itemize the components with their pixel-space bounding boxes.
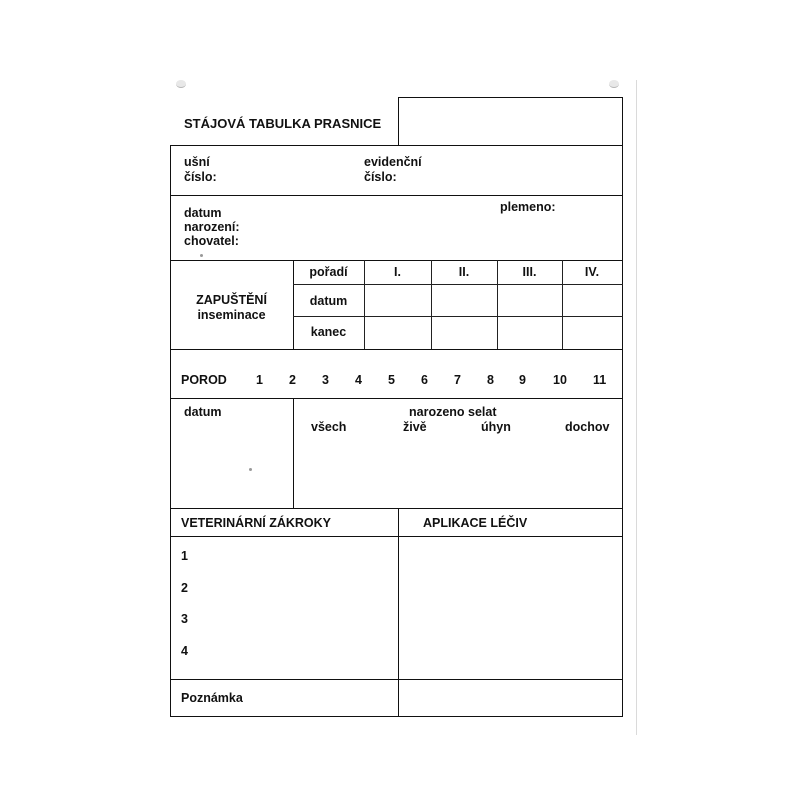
farrowing-number-9: 9: [519, 373, 526, 387]
mating-row-date: datum: [309, 294, 348, 308]
farrowing-number-3: 3: [322, 373, 329, 387]
mating-col-1: I.: [394, 265, 401, 279]
drug-application-heading: APLIKACE LÉČIV: [423, 516, 528, 530]
divider-mating: [170, 349, 623, 350]
title-step: [398, 97, 399, 145]
punch-hole-left: [176, 80, 186, 88]
piglets-deaths-label: úhyn: [481, 420, 511, 434]
note-label: Poznámka: [181, 691, 243, 705]
divider-note: [170, 679, 623, 680]
farrowing-number-6: 6: [421, 373, 428, 387]
vet-item-4: 4: [181, 644, 188, 658]
registry-number-label-line1: evidenční: [364, 155, 422, 169]
mating-row-line-1: [293, 284, 623, 285]
registry-number-label-line2: číslo:: [364, 170, 397, 184]
mating-col-3: III.: [522, 265, 537, 279]
divider-birth: [170, 260, 623, 261]
mating-col-2: II.: [458, 265, 470, 279]
farrowing-number-4: 4: [355, 373, 362, 387]
ear-number-label-line1: ušní: [184, 155, 210, 169]
frame-left: [170, 145, 171, 717]
divider-title: [170, 145, 623, 146]
vet-item-3: 3: [181, 612, 188, 626]
mating-row-line-2: [293, 316, 623, 317]
birth-date-label: datum: [184, 206, 222, 220]
divider-porod: [170, 398, 623, 399]
litter-divider: [293, 398, 294, 508]
birth-label: narození:: [184, 220, 240, 234]
farrowing-label: POROD: [181, 373, 227, 387]
farrowing-number-10: 10: [553, 373, 567, 387]
mating-col-4: IV.: [584, 265, 600, 279]
vet-item-1: 1: [181, 549, 188, 563]
mating-row-boar: kanec: [310, 325, 347, 339]
breeder-label: chovatel:: [184, 234, 239, 248]
frame-bottom: [170, 716, 623, 717]
frame-right: [622, 97, 623, 717]
punch-hole-right: [609, 80, 619, 88]
mating-row-order: pořadí: [309, 265, 348, 279]
ear-number-label-line2: číslo:: [184, 170, 217, 184]
piglets-total-label: všech: [311, 420, 347, 434]
divider-litter: [170, 508, 623, 509]
vet-drugs-divider: [398, 508, 399, 716]
farrowing-number-8: 8: [487, 373, 494, 387]
paper-speck-2: [249, 468, 252, 471]
vet-item-2: 2: [181, 581, 188, 595]
divider-vet-heading: [170, 536, 623, 537]
frame-top-right: [398, 97, 623, 98]
paper-speck: [200, 254, 203, 257]
litter-date-label: datum: [184, 405, 222, 419]
piglets-weaned-label: dochov: [565, 420, 610, 434]
vet-procedures-heading: VETERINÁRNÍ ZÁKROKY: [181, 516, 332, 530]
paper-edge: [636, 80, 637, 735]
card-title: STÁJOVÁ TABULKA PRASNICE: [184, 116, 382, 131]
insemination-label: inseminace: [197, 308, 266, 322]
farrowing-number-7: 7: [454, 373, 461, 387]
breed-label: plemeno:: [500, 200, 556, 214]
mating-label: ZAPUŠTĚNÍ: [196, 293, 267, 307]
farrowing-number-2: 2: [289, 373, 296, 387]
farrowing-number-11: 11: [593, 373, 607, 387]
farrowing-number-5: 5: [388, 373, 395, 387]
divider-ident: [170, 195, 623, 196]
piglets-alive-label: živě: [403, 420, 427, 434]
farrowing-number-1: 1: [256, 373, 263, 387]
piglets-born-heading: narozeno selat: [409, 405, 497, 419]
